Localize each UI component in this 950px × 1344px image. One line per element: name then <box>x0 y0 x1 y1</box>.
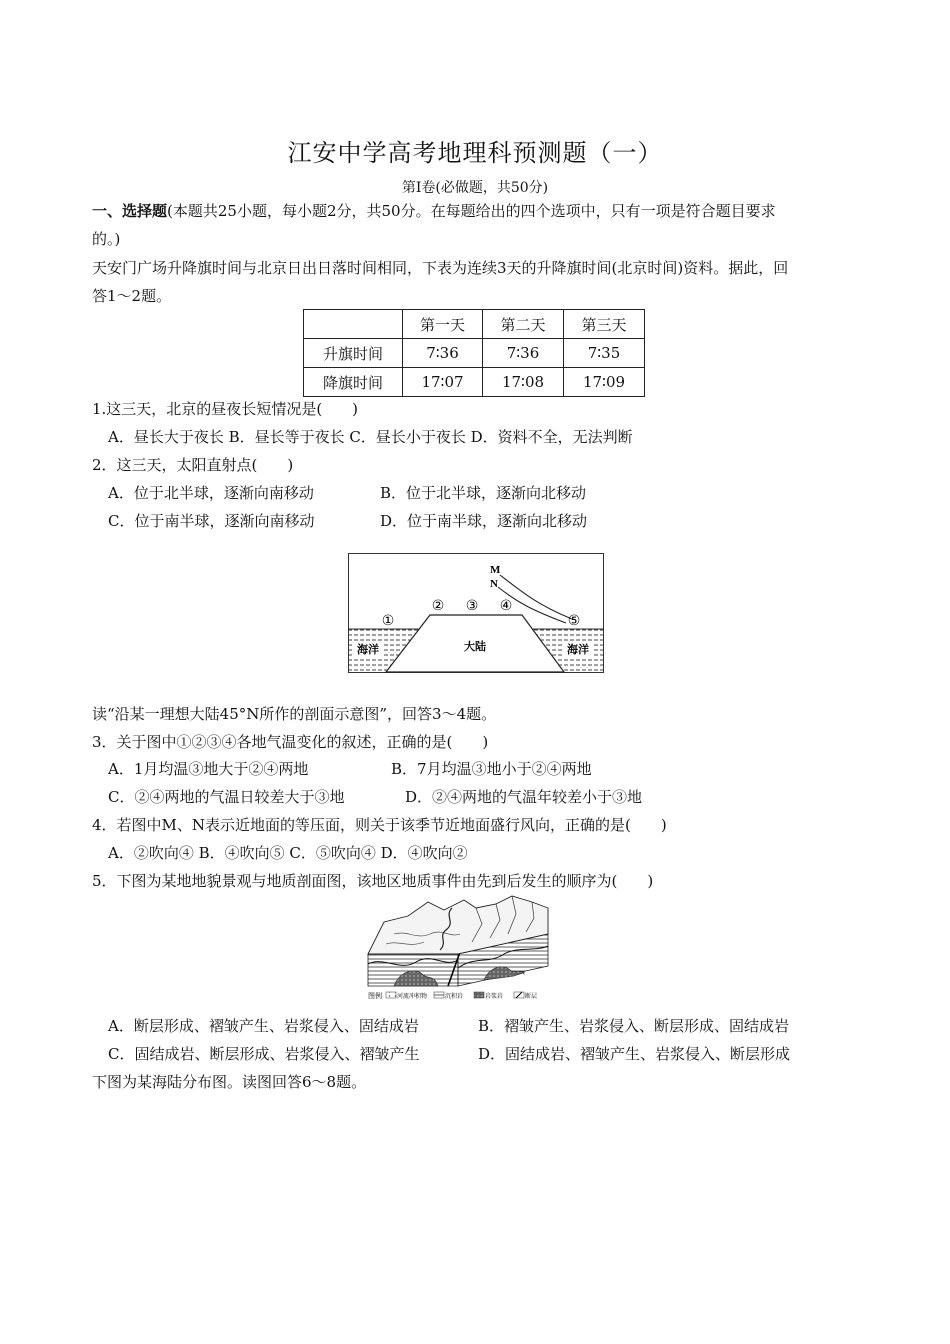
legend-title: 图例 <box>368 992 382 1000</box>
table-cell: 降旗时间 <box>304 368 403 397</box>
table-row <box>304 368 645 397</box>
option-d: D．位于南半球，逐渐向北移动 <box>380 512 588 530</box>
continent-label: 大陆 <box>464 640 486 653</box>
table-cell: 第一天 <box>403 310 483 339</box>
flag-time-table <box>303 309 645 397</box>
option-d: D．固结成岩、褶皱产生、岩浆侵入、断层形成 <box>478 1045 791 1063</box>
ocean-right-label: 海洋 <box>567 643 589 656</box>
point-2: ② <box>431 598 445 614</box>
point-4: ④ <box>499 598 513 614</box>
question-1: 1.这三天，北京的昼夜长短情况是( ) <box>92 400 359 418</box>
intro-1-cont: 答1～2题。 <box>92 287 172 305</box>
option-c: C．固结成岩、断层形成、岩浆侵入、褶皱产生 <box>108 1045 420 1063</box>
section-instruction <box>92 200 776 221</box>
section-rest: (本题共25小题，每小题2分，共50分。在每题给出的四个选项中，只有一项是符合题目要求 <box>167 202 776 220</box>
table-cell: 7∶35 <box>564 339 645 368</box>
option-c: C．位于南半球，逐渐向南移动 <box>108 512 315 530</box>
table-cell: 17∶07 <box>403 368 483 397</box>
page-subtitle: 第Ⅰ卷(必做题，共50分) <box>401 180 549 196</box>
table-row <box>304 310 645 339</box>
question-4-options: A．②吹向④ B．④吹向⑤ C．⑤吹向④ D．④吹向② <box>108 844 468 862</box>
option-b: B．7月均温③地小于②④两地 <box>391 760 592 778</box>
legend-igneous: 岩浆岩 <box>485 993 504 1000</box>
table-cell: 17∶09 <box>564 368 645 397</box>
question-5: 5．下图为某地地貌景观与地质剖面图，该地区地质事件由先到后发生的顺序为( ) <box>92 872 654 890</box>
label-n: N <box>490 578 498 590</box>
option-d: D．②④两地的气温年较差小于③地 <box>405 788 643 806</box>
intro-3: 下图为某海陆分布图。读图回答6～8题。 <box>92 1073 367 1091</box>
table-cell: 第二天 <box>483 310 564 339</box>
question-2-options-row1 <box>108 482 586 503</box>
table-row <box>304 339 645 368</box>
legend-sedimentary: 沉积岩 <box>445 993 464 1000</box>
landform-geology-figure <box>364 894 586 1004</box>
option-b: B．位于北半球，逐渐向北移动 <box>380 484 587 502</box>
point-5: ⑤ <box>567 613 581 629</box>
legend-fault: 断层 <box>525 993 538 1000</box>
intro-1: 天安门广场升降旗时间与北京日出日落时间相同，下表为连续3天的升降旗时间(北京时间)资料。据此，回 <box>92 259 789 277</box>
question-3-options-row1 <box>108 758 592 779</box>
question-2: 2．这三天，太阳直射点( ) <box>92 456 294 474</box>
intro-2: 读“沿某一理想大陆45°N所作的剖面示意图”，回答3～4题。 <box>92 705 497 723</box>
label-m: M <box>490 564 501 576</box>
option-c: C．②④两地的气温日较差大于③地 <box>108 788 345 806</box>
table-cell: 17∶08 <box>483 368 564 397</box>
section-instruction-cont: 的。) <box>92 230 121 248</box>
table-cell: 7∶36 <box>483 339 564 368</box>
point-3: ③ <box>465 598 479 614</box>
question-5-options-row1 <box>108 1015 789 1036</box>
legend-alluvium: 河流冲积物 <box>397 993 428 1000</box>
table-cell: 第三天 <box>564 310 645 339</box>
point-1: ① <box>381 613 395 629</box>
table-cell: 升旗时间 <box>304 339 403 368</box>
question-3-options-row2 <box>108 786 642 807</box>
option-a: A．断层形成、褶皱产生、岩浆侵入、固结成岩 <box>108 1017 419 1035</box>
ocean-left-label: 海洋 <box>357 643 379 656</box>
option-a: A．1月均温③地大于②④两地 <box>108 760 309 778</box>
question-4: 4．若图中M、N表示近地面的等压面，则关于该季节近地面盛行风向，正确的是( ) <box>92 816 667 834</box>
section-head: 一、选择题 <box>92 202 168 220</box>
question-2-options-row2 <box>108 510 587 531</box>
question-1-options: A．昼长大于夜长 B．昼长等于夜长 C．昼长小于夜长 D．资料不全，无法判断 <box>108 428 633 446</box>
question-5-options-row2 <box>108 1043 790 1064</box>
option-b: B．褶皱产生、岩浆侵入、断层形成、固结成岩 <box>478 1017 790 1035</box>
option-a: A．位于北半球，逐渐向南移动 <box>108 484 314 502</box>
question-3: 3．关于图中①②③④各地气温变化的叙述，正确的是( ) <box>92 733 489 751</box>
page-title: 江安中学高考地理科预测题（一） <box>287 139 663 167</box>
table-cell: 7∶36 <box>403 339 483 368</box>
table-cell <box>304 310 403 339</box>
continent-profile-figure <box>348 553 604 673</box>
